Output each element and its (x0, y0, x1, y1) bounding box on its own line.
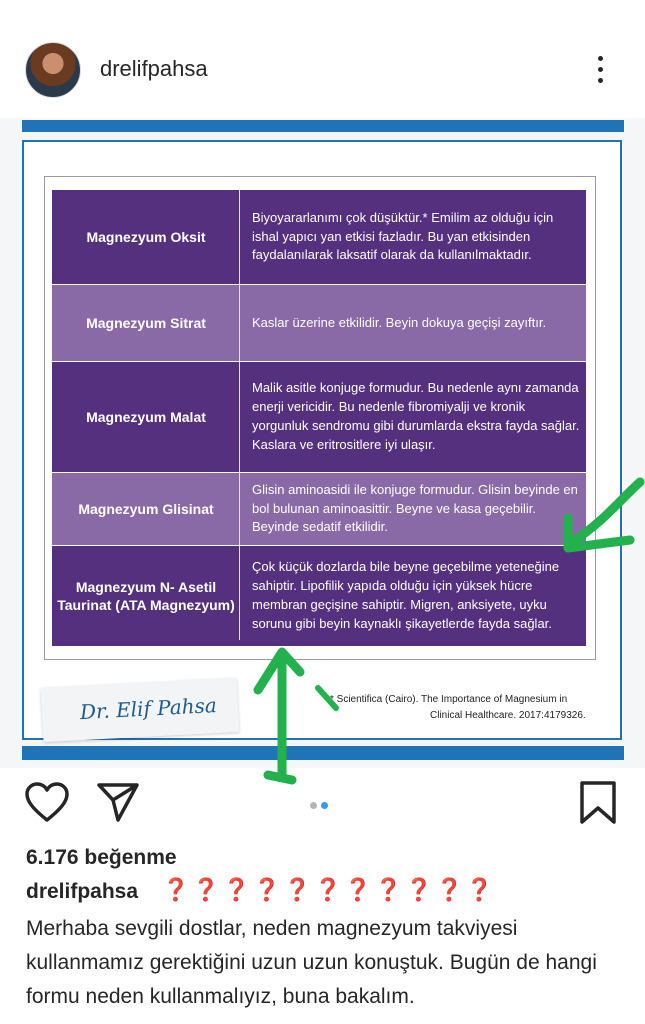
heart-icon[interactable] (24, 782, 70, 824)
row-name: Magnezyum Sitrat (86, 314, 206, 331)
carousel-dot (310, 802, 317, 809)
send-icon[interactable] (96, 780, 140, 824)
row-description: Malik asitle konjuge formudur. Bu nedenle aynı zamanda enerji vericidir. Bu nedenle fibromiyalji ve kronik yorgunluk sendromu gibi durumlarda ekstra fayda sağlar. Kaslara ve eritrositlere iyi ulaşır. (252, 380, 580, 452)
logo-text: Dr. Elif Pahsa (79, 692, 218, 725)
like-count[interactable]: 6.176 beğenme (26, 846, 177, 869)
carousel-dot-active (321, 802, 328, 809)
row-description: Glisin aminoasidi ile konjuge formudur. Glisin beyinde en bol bulunan aminoasittir. Beyne ve kasa geçebilir. Beyinde sedatif etkilidir. (252, 481, 578, 535)
row-name: Magnezyum Malat (86, 408, 206, 425)
citation-line-1: * Scientifica (Cairo). The Importance of Magnesium in (330, 694, 568, 705)
annotation-arrow-left (568, 482, 640, 548)
caption-username[interactable]: drelifpahsa (26, 880, 139, 903)
annotation-arrow-up (258, 652, 300, 780)
row-name: Magnezyum Oksit (86, 228, 206, 245)
citation-line-2: Clinical Healthcare. 2017:4179326. (430, 710, 586, 721)
post-username[interactable]: drelifpahsa (100, 56, 208, 81)
carousel-indicator (310, 796, 332, 814)
bookmark-icon[interactable] (578, 780, 618, 826)
caption-text: Merhaba sevgili dostlar, neden magnezyum takviyesi kullanmamız gerektiğini uzun uzun konuştuk. Bugün de hangi formu neden kullanmalıyız, buna bakalım. (26, 917, 597, 1008)
annotation-line (318, 688, 336, 708)
row-name: Magnezyum Glisinat (78, 500, 214, 517)
caption-emoji: ❓❓❓❓❓❓❓❓❓❓❓ (162, 877, 497, 902)
row-name: Magnezyum N- Asetil Taurinat (ATA Magnezyum) (57, 578, 235, 613)
row-description: Biyoyararlanımı çok düşüktür.* Emilim az olduğu için ishal yapıcı yan etkisi fazladır. Bu yan etkisinden faydalanılarak laksatif olarak da kullanılmaktadır. (252, 209, 554, 263)
row-description: Çok küçük dozlarda bile beyne geçebilme yeteneğine sahiptir. Lipofilik yapıda olduğu için yüksek hücre membran geçişine sahiptir. Migren, anksiyete, uyku sorunu gibi beyin kaynaklı şikayetlerde fayda sağlar. (252, 559, 560, 631)
row-description: Kaslar üzerine etkilidir. Beyin dokuya geçişi zayıftır. (252, 314, 547, 330)
